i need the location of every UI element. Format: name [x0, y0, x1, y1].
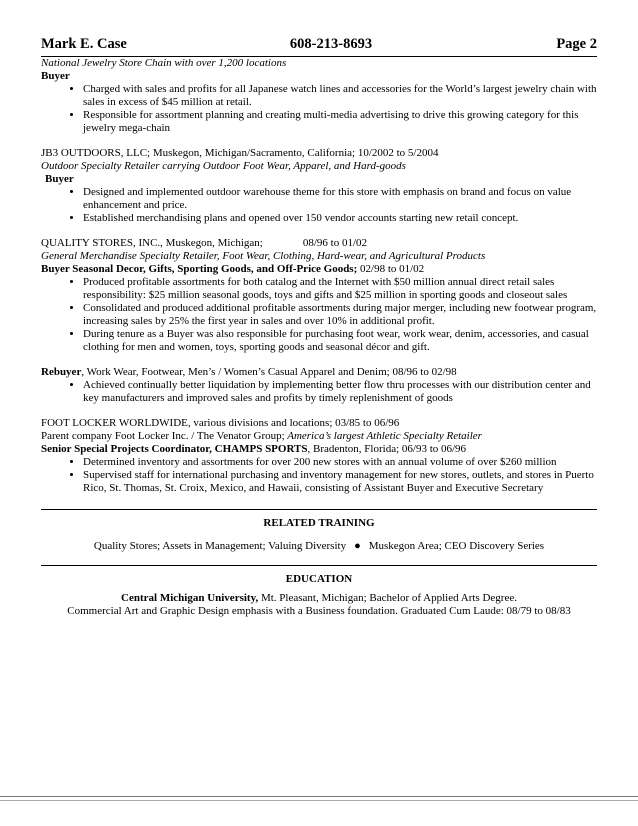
applicant-name: Mark E. Case: [41, 36, 127, 52]
related-training-section: [41, 510, 597, 565]
company-line: [41, 237, 597, 250]
bullet-list: [41, 83, 597, 135]
bullet-list: [41, 276, 597, 354]
job-title: Buyer: [45, 173, 74, 185]
job-jewelry-chain: [41, 57, 597, 135]
employer-name: CHAMPS SPORTS: [211, 443, 308, 455]
job-jb3-outdoors: [41, 147, 597, 225]
education-school-line: [41, 592, 597, 605]
bullet-item: • Responsible for assortment planning and creating multi-media advertising to drive this growing category for this jewelry mega-chain: [83, 109, 597, 135]
bullet-item: • Designed and implemented outdoor warehouse theme for this store with emphasis on brand and focus on value enhancement and price.: [83, 186, 597, 212]
job-quality-stores: [41, 237, 597, 354]
page-number: Page 2: [556, 36, 597, 52]
training-item: Quality Stores; Assets in Management; Valuing Diversity: [93, 540, 347, 552]
job-rebuyer: [41, 366, 597, 405]
job-dates: 02/98 to 01/02: [357, 263, 425, 275]
job-title: Buyer: [41, 70, 70, 82]
job-title-line: [41, 263, 597, 276]
parent-company-description: America’s largest Athletic Specialty Retailer: [284, 430, 482, 442]
bullet-list: [41, 456, 597, 495]
job-foot-locker: [41, 417, 597, 495]
bullet-item: • During tenure as a Buyer was also responsible for purchasing foot wear, work wear, denim, accessories, and casual clothing for men and women, toys, sporting goods and seasonal décor and gift.: [83, 328, 597, 354]
job-title: Buyer Seasonal Decor, Gifts, Sporting Goods, and Off-Price Goods;: [41, 263, 358, 275]
bullet-item: • Achieved continually better liquidation by implementing better flow thru processes with our distribution center and key manufacturers and improved sales and profits by timely replenishment of goods: [83, 379, 597, 405]
degree-details: Mt. Pleasant, Michigan; Bachelor of Applied Arts Degree.: [258, 592, 517, 604]
training-list: [41, 536, 597, 565]
bullet-list: [41, 379, 597, 405]
job-title-line: [41, 366, 597, 379]
resume-page: [41, 36, 597, 618]
job-title-line: [41, 443, 597, 456]
job-title: Rebuyer: [41, 366, 82, 378]
education-emphasis-line: Commercial Art and Graphic Design emphasis with a Business foundation. Graduated Cum Laude: 08/79 to 08/83: [67, 605, 571, 617]
job-description: Outdoor Specialty Retailer carrying Outdoor Foot Wear, Apparel, and Hard-goods: [41, 160, 406, 172]
section-heading: EDUCATION: [285, 573, 353, 585]
bullet-item: • Supervised staff for international purchasing and inventory management for new stores, outlets, and stores in Puerto Rico, St. Thomas, St. Croix, Mexico, and Hawaii, consisting of Assistant Buyer and Executive Secretary: [83, 469, 597, 495]
bullet-item: • Established merchandising plans and opened over 150 vendor accounts starting new retail concept.: [83, 212, 597, 225]
bullet-list: [41, 186, 597, 225]
section-heading: RELATED TRAINING: [263, 517, 375, 529]
bullet-item: • Determined inventory and assortments for over 200 new stores with an annual volume of over $260 million: [83, 456, 597, 469]
job-description: General Merchandise Specialty Retailer, Foot Wear, Clothing, Hard-wear, and Agricultural Products: [41, 250, 486, 262]
job-description: National Jewelry Store Chain with over 1,200 locations: [41, 57, 287, 69]
company-line: JB3 OUTDOORS, LLC; Muskegon, Michigan/Sacramento, California; 10/2002 to 5/2004: [41, 147, 439, 159]
company-dates: 08/96 to 01/02: [302, 237, 367, 249]
job-title: Senior Special Projects Coordinator,: [41, 443, 212, 455]
bullet-separator: ●: [354, 540, 361, 552]
school-name: Central Michigan University,: [121, 592, 259, 604]
company-line: FOOT LOCKER WORLDWIDE, various divisions and locations; 03/85 to 06/96: [41, 417, 400, 429]
job-details: , Bradenton, Florida; 06/93 to 06/96: [307, 443, 467, 455]
bullet-item: • Consolidated and produced additional profitable assortments during major merger, including new footwear program, increasing sales by 25% the first year in sales and over 10% in additional profit.: [83, 302, 597, 328]
phone-number: 608-213-8693: [289, 36, 373, 52]
bullet-item: • Produced profitable assortments for both catalog and the Internet with $50 million annual direct retail sales responsibility: $25 million seasonal goods, toys and gifts and $25 million in sporting goods and closeout sales: [83, 276, 597, 302]
education-section: [41, 566, 597, 618]
job-details: , Work Wear, Footwear, Men’s / Women’s Casual Apparel and Denim; 08/96 to 02/98: [81, 366, 457, 378]
page-bottom-rule: [0, 796, 638, 801]
parent-company: Parent company Foot Locker Inc. / The Venator Group;: [41, 430, 285, 442]
company-name: QUALITY STORES, INC., Muskegon, Michigan;: [41, 237, 263, 249]
parent-company-line: [41, 430, 597, 443]
training-item: Muskegon Area; CEO Discovery Series: [368, 540, 545, 552]
bullet-item: • Charged with sales and profits for all Japanese watch lines and accessories for the World’s largest jewelry chain with sales in excess of $45 million at retail.: [83, 83, 597, 109]
page-header: [41, 36, 597, 57]
